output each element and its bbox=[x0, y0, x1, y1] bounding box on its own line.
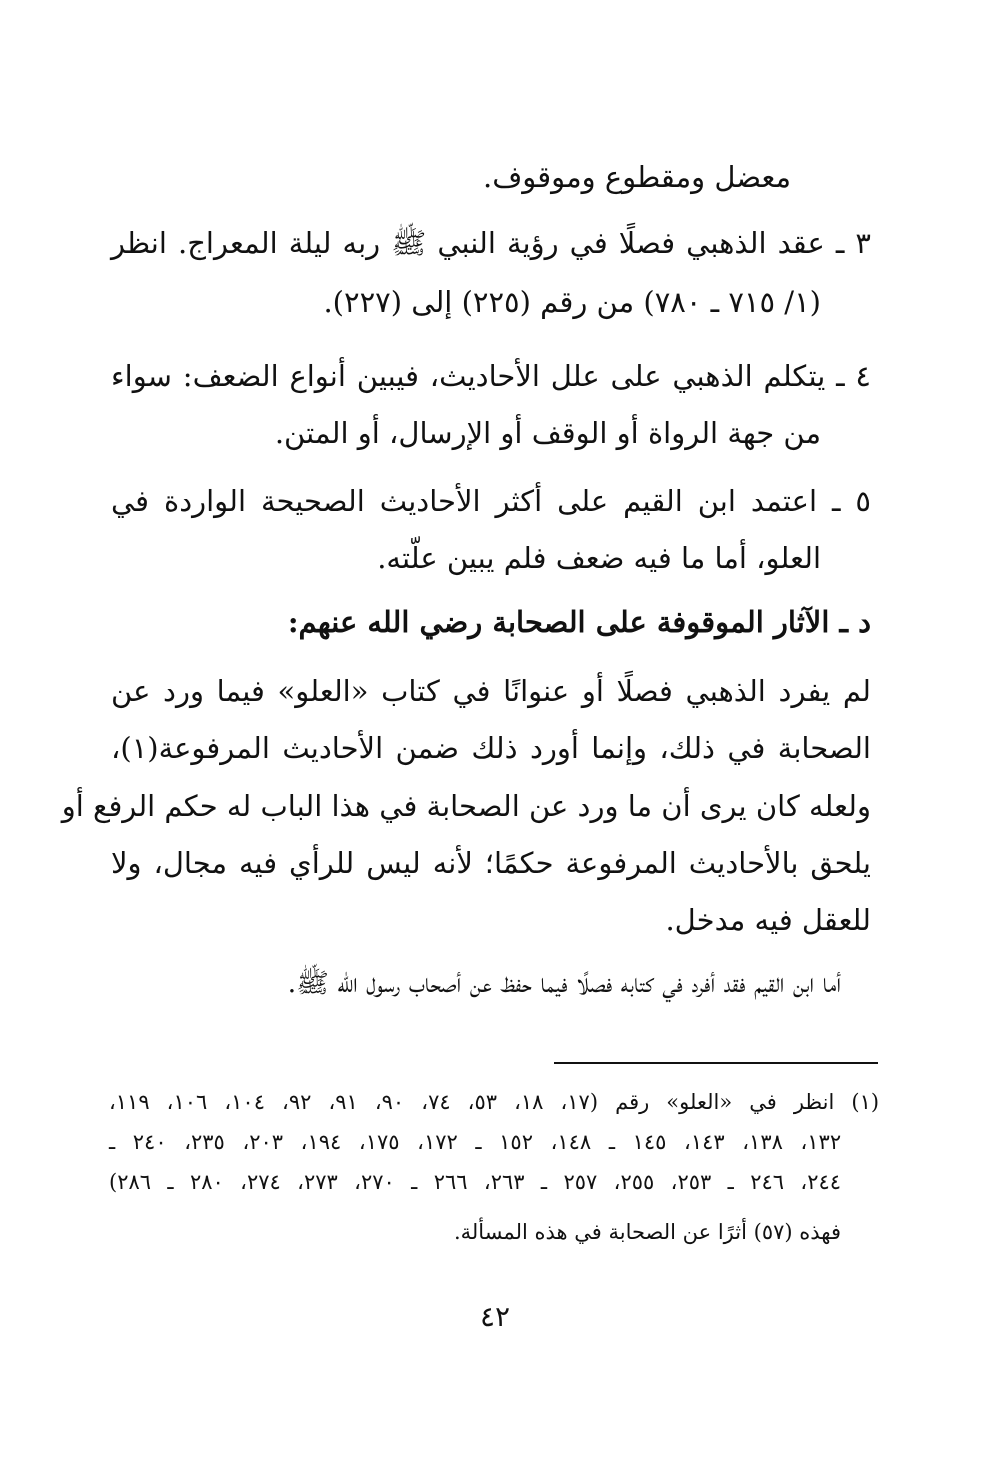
list-item-4-line-2: من جهة الرواة أو الوقف أو الإرسال، أو المتن. bbox=[274, 416, 821, 450]
paragraph-2-line-1: أما ابن القيم فقد أفرد في كتابه فصلًا فيما حفظ عن أصحاب رسول الله ﷺ. bbox=[287, 968, 841, 999]
list-item-3-line-1: ٣ ـ عقد الذهبي فصلًا في رؤية النبي ﷺ ربه ليلة المعراج. انظر bbox=[111, 226, 871, 260]
list-item-3-line-2: (١/ ٧١٥ ـ ٧٨٠) من رقم (٢٢٥) إلى (٢٢٧). bbox=[323, 285, 821, 319]
footnote-line-1: (١) انظر في «العلو» رقم (١٧، ١٨، ٥٣، ٧٤، ٩٠، ٩١، ٩٢، ١٠٤، ١٠٦، ١١٩، bbox=[109, 1090, 880, 1114]
page-number: ٤٢ bbox=[479, 1300, 511, 1333]
list-item-4-line-1: ٤ ـ يتكلم الذهبي على علل الأحاديث، فيبين أنواع الضعف: سواء bbox=[111, 359, 871, 393]
section-heading: د ـ الآثار الموقوفة على الصحابة رضي الله عنهم: bbox=[287, 605, 871, 639]
footnote-separator bbox=[554, 1062, 878, 1064]
paragraph-1-line-2: الصحابة في ذلك، وإنما أورد ذلك ضمن الأحاديث المرفوعة(١)، bbox=[111, 731, 871, 765]
text-line: معضل ومقطوع وموقوف. bbox=[483, 160, 791, 194]
footnote-line-3: ٢٤٤، ٢٤٦ ـ ٢٥٣، ٢٥٥، ٢٥٧ ـ ٢٦٣، ٢٦٦ ـ ٢٧٠، ٢٧٣، ٢٧٤، ٢٨٠ ـ ٢٨٦) bbox=[109, 1170, 842, 1194]
footnote-line-4: فهذه (٥٧) أثرًا عن الصحابة في هذه المسألة. bbox=[453, 1220, 841, 1244]
list-item-5-line-1: ٥ ـ اعتمد ابن القيم على أكثر الأحاديث الصحيحة الواردة في bbox=[111, 484, 871, 518]
paragraph-1-line-4: يلحق بالأحاديث المرفوعة حكمًا؛ لأنه ليس للرأي فيه مجال، ولا bbox=[111, 846, 871, 880]
paragraph-1-line-5: للعقل فيه مدخل. bbox=[665, 903, 871, 937]
list-item-5-line-2: العلو، أما ما فيه ضعف فلم يبين علّته. bbox=[377, 541, 821, 575]
footnote-line-2: ١٣٢، ١٣٨، ١٤٣، ١٤٥ ـ ١٤٨، ١٥٢ ـ ١٧٢، ١٧٥، ١٩٤، ٢٠٣، ٢٣٥، ٢٤٠ ـ bbox=[109, 1130, 842, 1154]
paragraph-1-line-1: لم يفرد الذهبي فصلًا أو عنوانًا في كتاب «العلو» فيما ورد عن bbox=[111, 674, 871, 708]
paragraph-1-line-3: ولعله كان يرى أن ما ورد عن الصحابة في هذا الباب له حكم الرفع أو bbox=[61, 789, 871, 823]
